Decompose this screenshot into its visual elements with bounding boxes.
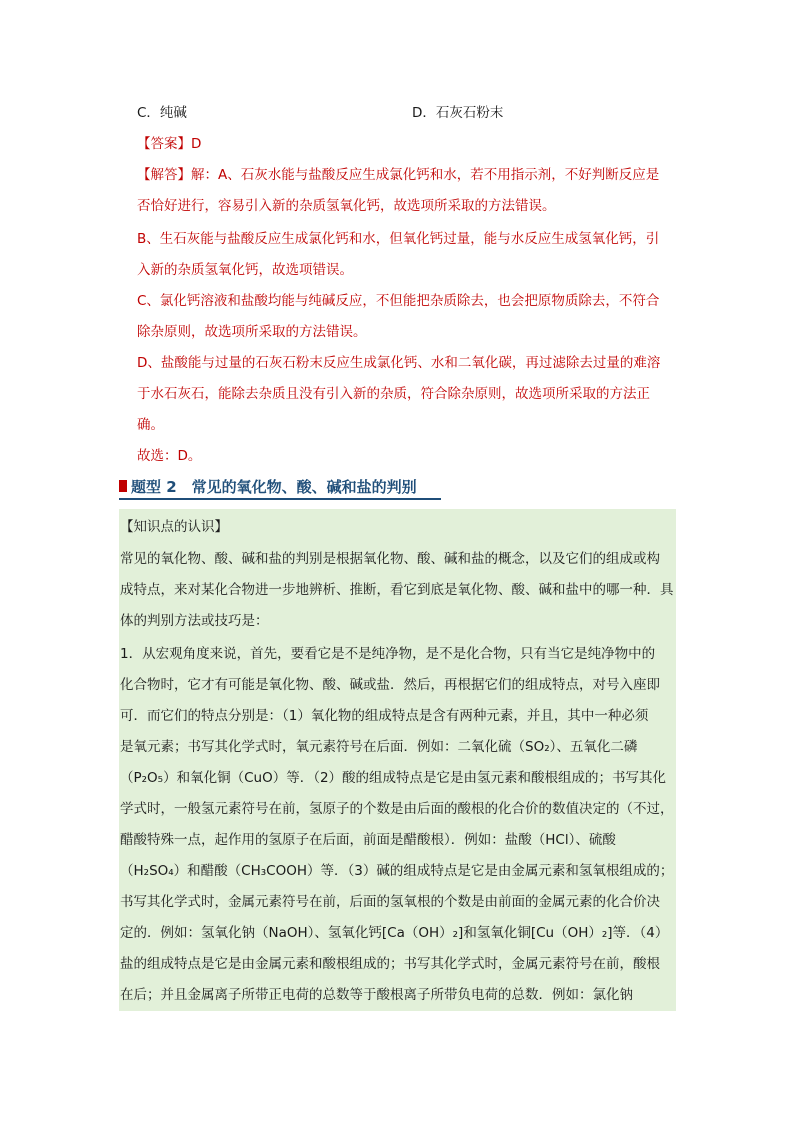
section-heading <box>119 474 441 500</box>
analysis-line-2: 否恰好进行，容易引入新的杂质氢氧化钙，故选项所采取的方法错误。 <box>137 198 556 214</box>
knowledge-line: 定的．例如：氢氧化钠（NaOH）、氢氧化钙[Ca（OH）₂]和氢氧化铜[Cu（OH）₂]等．（4） <box>120 925 669 941</box>
section-title: 题型 2 常见的氧化物、酸、碱和盐的判别 <box>131 478 417 496</box>
option-d: D．石灰石粉末 <box>412 105 504 121</box>
knowledge-line: 常见的氧化物、酸、碱和盐的判别是根据氧化物、酸、碱和盐的概念，以及它们的组成或构 <box>120 551 660 567</box>
answer-tag: 【答案】 <box>137 136 191 152</box>
knowledge-line: 是氧元素；书写其化学式时，氧元素符号在后面．例如：二氧化硫（SO₂）、五氧化二磷 <box>120 739 638 755</box>
knowledge-line: 学式时，一般氢元素符号在前，氢原子的个数是由后面的酸根的化合价的数值决定的（不过， <box>120 801 674 817</box>
analysis-tag: 【解答】 <box>137 167 191 183</box>
analysis-line-1 <box>137 165 659 185</box>
knowledge-line: 书写其化学式时，金属元素符号在前，后面的氢氧根的个数是由前面的金属元素的化合价决 <box>120 894 660 910</box>
knowledge-line: 在后；并且金属离子所带正电荷的总数等于酸根离子所带负电荷的总数．例如：氯化钠 <box>120 987 633 1003</box>
analysis-line-9: 确。 <box>137 417 164 433</box>
knowledge-header: 【知识点的认识】 <box>120 519 228 535</box>
analysis-line-7: D、盐酸能与过量的石灰石粉末反应生成氯化钙、水和二氧化碳，再过滤除去过量的难溶 <box>137 355 661 371</box>
knowledge-line: 体的判别方法或技巧是： <box>120 613 269 629</box>
knowledge-line: 1．从宏观角度来说，首先，要看它是不是纯净物，是不是化合物，只有当它是纯净物中的 <box>120 646 656 662</box>
knowledge-line: 盐的组成特点是它是由金属元素和酸根组成的；书写其化学式时，金属元素符号在前，酸根 <box>120 956 660 972</box>
analysis-text: 解：A、石灰水能与盐酸反应生成氯化钙和水，若不用指示剂，不好判断反应是 <box>191 167 660 183</box>
knowledge-line: （P₂O₅）和氧化铜（CuO）等．（2）酸的组成特点是它是由氢元素和酸根组成的；书写其化 <box>120 770 667 786</box>
analysis-line-3: B、生石灰能与盐酸反应生成氯化钙和水，但氧化钙过量，能与水反应生成氢氧化钙，引 <box>137 231 660 247</box>
knowledge-line: 醋酸特殊一点，起作用的氢原子在后面，前面是醋酸根）．例如：盐酸（HCl）、硫酸 <box>120 832 616 848</box>
analysis-line-6: 除杂原则，故选项所采取的方法错误。 <box>137 324 367 340</box>
analysis-line-8: 于水石灰石，能除去杂质且没有引入新的杂质，符合除杂原则，故选项所采取的方法正 <box>137 386 650 402</box>
analysis-line-5: C、氯化钙溶液和盐酸均能与纯碱反应，不但能把杂质除去，也会把原物质除去，不符合 <box>137 293 660 309</box>
answer-value: D <box>191 136 202 152</box>
knowledge-line: 化合物时，它才有可能是氧化物、酸、碱或盐．然后，再根据它们的组成特点，对号入座即 <box>120 677 660 693</box>
option-c: C．纯碱 <box>137 105 187 121</box>
heading-marker <box>119 480 127 492</box>
answer-line <box>137 134 201 154</box>
knowledge-line: 成特点，来对某化合物进一步地辨析、推断，看它到底是氧化物、酸、碱和盐中的哪一种．具 <box>120 582 674 598</box>
analysis-line-10: 故选：D。 <box>137 448 202 464</box>
analysis-line-4: 入新的杂质氢氧化钙，故选项错误。 <box>137 262 353 278</box>
knowledge-line: （H₂SO₄）和醋酸（CH₃COOH）等．（3）碱的组成特点是它是由金属元素和氢氧根组成的； <box>120 863 674 879</box>
knowledge-line: 可．而它们的特点分别是：（1）氧化物的组成特点是含有两种元素，并且，其中一种必须 <box>120 708 649 724</box>
